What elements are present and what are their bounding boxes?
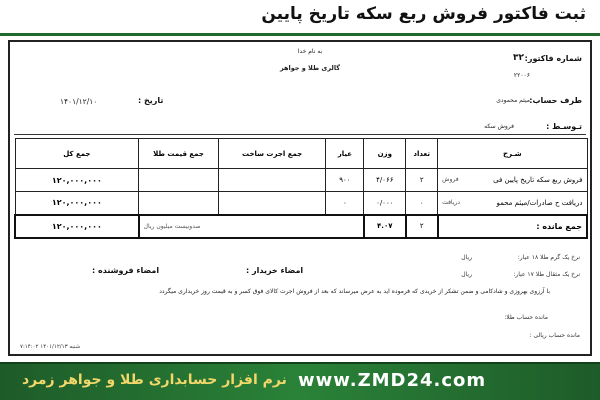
print-timestamp: شنبه ۱۴۰۱/۱۲/۱۳ ۷:۱۴:۰۲ xyxy=(20,344,81,350)
remain-rial-label: مانده حساب ریالی : xyxy=(529,332,580,339)
date-label: تاریخ : xyxy=(138,96,164,105)
row-price xyxy=(139,192,219,215)
account-value: میثم محمودی xyxy=(496,97,530,104)
account-label: طرف حساب: xyxy=(529,96,582,105)
invoice-number-value: ۳۲ xyxy=(513,53,524,63)
row-count: ۲ xyxy=(406,169,438,192)
seller-signature-label: امضاء فروشنده : xyxy=(92,266,160,275)
issued-by-value: فروش سکه xyxy=(484,123,514,130)
col-header-total: جمع کل xyxy=(15,139,139,169)
buyer-signature-label: امضاء خریدار : xyxy=(246,266,304,275)
col-header-purity: عیار xyxy=(326,139,364,169)
row-purity: ۰ xyxy=(326,192,364,215)
row-weight: ۰/۰۰۰ xyxy=(364,192,406,215)
col-header-desc: شـرح xyxy=(438,139,587,169)
gold18-rate-label: نرخ یک گرم طلا ۱۸ عیار: xyxy=(517,254,580,261)
row-price xyxy=(139,169,219,192)
row-wage xyxy=(218,192,326,215)
date-value: ۱۴۰۱/۱۲/۱۰ xyxy=(60,97,98,106)
row-weight: ۴/۰۶۶ xyxy=(364,169,406,192)
table-row xyxy=(15,169,587,192)
row-desc-cell xyxy=(438,192,587,215)
remain-weight: ۴.۰۷ xyxy=(364,215,406,238)
row-purity: ۹۰۰ xyxy=(326,169,364,192)
remain-label: جمع مانده : xyxy=(438,215,587,238)
mesghal-rate-label: نرخ یک مثقال طلا ۱۷ عیار: xyxy=(513,271,580,278)
issued-by-label: تـوسـط : xyxy=(546,122,582,131)
basmala-text: به نام خدا xyxy=(297,48,323,55)
brand-url[interactable]: www.ZMD24.com xyxy=(298,370,487,391)
brand-tagline: نرم افزار حسابداری طلا و جواهر زمرد xyxy=(22,372,287,388)
items-table xyxy=(14,138,588,239)
row-total: ۱۲۰,۰۰۰,۰۰۰ xyxy=(15,169,139,192)
row-type: فروش xyxy=(442,176,459,183)
remain-row xyxy=(15,215,587,238)
row-total: ۱۲۰,۰۰۰,۰۰۰ xyxy=(15,192,139,215)
row-type: دریافت xyxy=(442,198,460,206)
row-count: ۰ xyxy=(406,192,438,215)
invoice-code-value: ۲۲۰۰۶ xyxy=(513,72,530,79)
mesghal-rate-unit: ریال xyxy=(461,271,472,278)
remain-note: صدوبیست میلیون ریال xyxy=(139,215,364,238)
shop-name: گالری طلا و جواهر xyxy=(279,64,341,72)
banner-title: ثبت فاکتور فروش ربع سکه تاریخ پایین xyxy=(261,4,586,24)
row-desc-cell xyxy=(438,169,587,192)
row-wage xyxy=(218,169,326,192)
row-desc: دریافت ح صادرات/میثم محمو xyxy=(496,198,583,207)
invoice-number-label: شماره فاکتور: xyxy=(524,54,582,63)
remain-gold-label: مانده حساب طلا: xyxy=(504,314,548,321)
title-banner xyxy=(0,0,600,36)
col-header-price: جمع قیمت طلا xyxy=(139,139,219,169)
col-header-count: تعداد xyxy=(406,139,438,169)
col-header-weight: وزن xyxy=(364,139,406,169)
remain-total: ۱۲۰,۰۰۰,۰۰۰ xyxy=(15,215,139,238)
table-header-row xyxy=(15,139,587,169)
gold18-rate-unit: ریال xyxy=(461,254,472,261)
header-divider xyxy=(14,134,586,135)
table-row xyxy=(15,192,587,215)
remain-count: ۲ xyxy=(406,215,438,238)
col-header-wage: جمع اجرت ساخت xyxy=(218,139,326,169)
invoice-document xyxy=(8,40,592,356)
row-desc: فروش ربع سکه تاریخ پایین فی xyxy=(493,176,583,184)
brand-banner xyxy=(0,362,600,400)
thanks-paragraph: با آرزوی بهروزی و شادکامی و ضمن تشکر از خریدی که فرموده اید به عرض میرساند که بعد از فروش اجرت کالای فوق کسر و به قیمت روز خریداری میگردد xyxy=(159,288,550,295)
